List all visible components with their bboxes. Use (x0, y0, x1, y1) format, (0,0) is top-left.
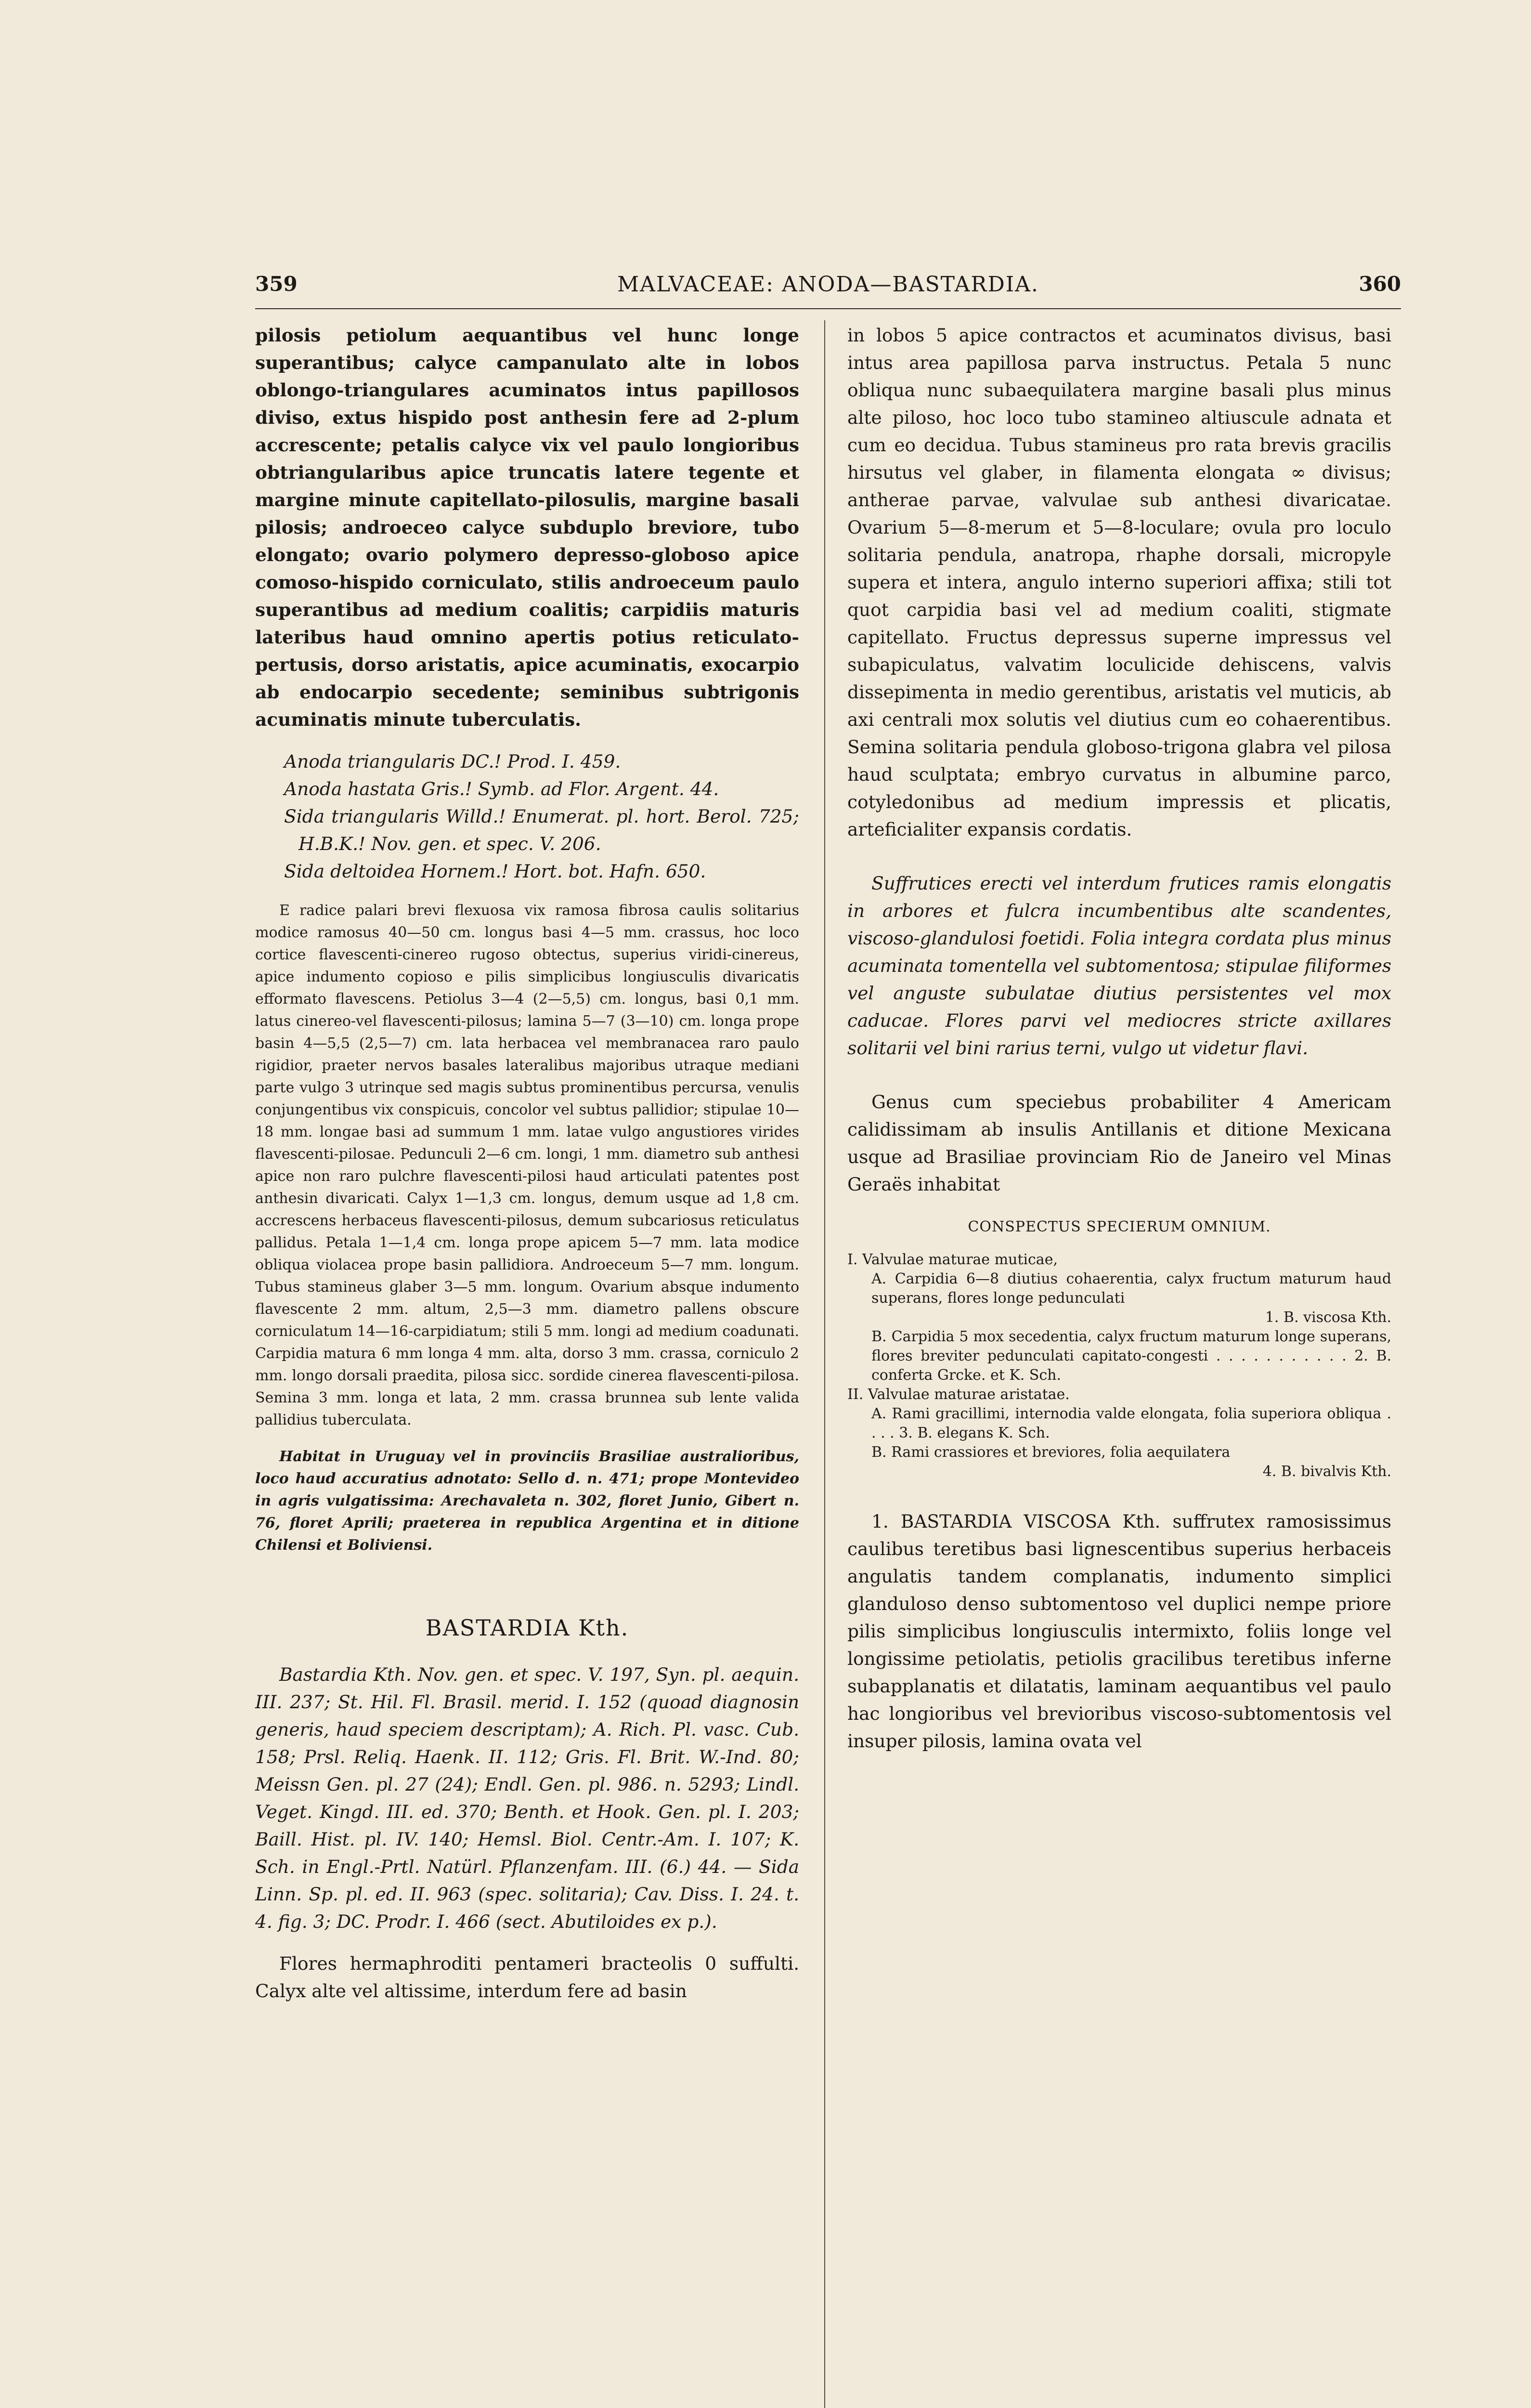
page-header (255, 272, 1401, 306)
right-column (847, 322, 1391, 1755)
synonym: Sida triangularis Willd.! Enumerat. pl. hort. Berol. 725; H.B.K.! Nov. gen. et spec. V. 206. (284, 806, 799, 854)
column-divider (824, 320, 825, 2408)
conspectus-item: II. Valvulae maturae aristatae. (847, 1386, 1070, 1403)
synonym: Anoda triangularis DC.! Prod. I. 459. (284, 751, 621, 772)
conspectus-title: CONSPECTUS SPECIERUM OMNIUM. (968, 1218, 1271, 1235)
left-column (255, 322, 799, 2005)
detailed-description: E radice palari brevi flexuosa vix ramosa fibrosa caulis solitarius modice ramosus 40—50 cm. longus basi 4—5 mm. crassus, hoc loco cortice flavescenti-cinereo rugoso obtectus, superius viridi-cinereus, apice indumento copioso e pilis simplicibus longiusculis divaricatis efformato flavescens. Petiolus 3—4 (2—5,5) cm. longus, basi 0,1 mm. latus cinereo-vel flavescenti-pilosus; lamina 5—7 (3—10) cm. longa prope basin 4—5,5 (2,5—7) cm. lata herbacea vel membranacea raro paulo rigidior, praeter nervos basales lateralibus majoribus utraque mediani parte vulgo 3 utrinque sed magis subtus prominentibus percursa, venulis conjungentibus vix conspicuis, concolor vel subtus pallidior; stipulae 10—18 mm. longae basi ad summum 1 mm. latae vulgo angustiores virides flavescenti-pilosae. Pedunculi 2—6 cm. longi, 1 mm. diametro sub anthesi apice non raro pulchre flavescenti-pilosi haud articulati patentes post anthesin divaricati. Calyx 1—1,3 cm. longus, demum usque ad 1,8 cm. accrescens herbaceus flavescenti-pilosus, demum subcariosus reticulatus pallidus. Petala 1—1,4 cm. longa prope apicem 5—7 mm. lata modice obliqua violacea prope basin pallidiora. Androeceum 5—7 mm. longum. Tubus stamineus glaber 3—5 mm. longum. Ovarium absque indumento flavescente 2 mm. altum, 2,5—3 mm. diametro pallens obscure corniculatum 14—16-carpidiatum; stili 5 mm. longi ad medium coadunati. Carpidia matura 6 mm longa 4 mm. alta, dorso 3 mm. crassa, corniculo 2 mm. longo dorsali praedita, pilosa sicc. sordide cinerea flavescenti-pilosa. Semina 3 mm. longa et lata, 2 mm. crassa brunnea sub lente valida pallidius tuberculata. (255, 902, 799, 1428)
conspectus-item: B. Carpidia 5 mox secedentia, calyx fructum maturum longe superans, flores breviter pedunculati capitato-congesti . . . . . . . . . . . 2. B. conferta Grcke. et K. Sch. (871, 1328, 1391, 1384)
synonym-list (255, 748, 799, 885)
genus-synonymy: Bastardia Kth. Nov. gen. et spec. V. 197, Syn. pl. aequin. III. 237; St. Hil. Fl. Brasil. merid. I. 152 (quoad diagnosin generis, haud speciem descriptam); A. Rich. Pl. vasc. Cub. 158; Prsl. Reliq. Haenk. II. 112; Gris. Fl. Brit. W.-Ind. 80; Meissn Gen. pl. 27 (24); Endl. Gen. pl. 986. n. 5293; Lindl. Veget. Kingd. III. ed. 370; Benth. et Hook. Gen. pl. I. 203; Baill. Hist. pl. IV. 140; Hemsl. Biol. Centr.-Am. I. 107; K. Sch. in Engl.-Prtl. Natürl. Pflanzenfam. III. (6.) 44. — Sida Linn. Sp. pl. ed. II. 963 (spec. solitaria); Cav. Diss. I. 24. t. 4. fig. 3; DC. Prodr. I. 466 (sect. Abutiloides ex p.). (255, 1664, 799, 1932)
conspectus-item: A. Carpidia 6—8 diutius cohaerentia, calyx fructum maturum haud superans, flores longe pedunculati (871, 1270, 1391, 1307)
species-description: pilosis petiolum aequantibus vel hunc longe superantibus; calyce campanulato alte in lobos oblongo-triangulares acuminatos intus papillosos diviso, extus hispido post anthesin fere ad 2-plum accrescente; petalis calyce vix vel paulo longioribus obtriangularibus apice truncatis latere tegente et margine minute capitellato-pilosulis, margine basali pilosis; androeceo calyce subduplo breviore, tubo elongato; ovario polymero depresso-globoso apice comoso-hispido corniculato, stilis androeceum paulo superantibus ad medium coalitis; carpidiis maturis lateribus haud omnino apertis potius reticulato-pertusis, dorso aristatis, apice acuminatis, exocarpio ab endocarpio secedente; seminibus subtrigonis acuminatis minute tuberculatis. (255, 325, 799, 730)
habit-description: Suffrutices erecti vel interdum frutices ramis elongatis in arbores et fulcra incumbentibus alte scandentes, viscoso-glandulosi foetidi. Folia integra cordata plus minus acuminata tomentella vel subtomentosa; stipulae filiformes vel anguste subulatae diutius persistentes vel mox caducae. Flores parvi vel mediocres stricte axillares solitarii vel bini rarius terni, vulgo ut videtur flavi. (847, 873, 1391, 1059)
genus-distribution: Genus cum speciebus probabiliter 4 Americam calidissimam ab insulis Antillanis et ditione Mexicana usque ad Brasiliae provinciam Rio de Janeiro vel Minas Geraës inhabitat (847, 1091, 1391, 1195)
running-title: MALVACEAE: ANODA—BASTARDIA. (617, 272, 1039, 297)
flores-description: Flores hermaphroditi pentameri bracteolis 0 suffulti. Calyx alte vel altissime, interdum fere ad basin (255, 1953, 799, 2002)
habitat-note: Habitat in Uruguay vel in provinciis Brasiliae australioribus, loco haud accuratius adnotato: Sello d. n. 471; prope Montevideo in agris vulgatissima: Arechavaleta n. 302, floret Junio, Gibert n. 76, floret Aprili; praeterea in republica Argentina et in ditione Chilensi et Boliviensi. (255, 1448, 799, 1554)
page-number-left: 359 (255, 272, 298, 296)
page-number-right: 360 (1359, 272, 1401, 296)
conspectus-item: B. Rami crassiores et breviores, folia aequilatera (871, 1444, 1231, 1461)
conspectus-item: A. Rami gracillimi, internodia valde elongata, folia superiora obliqua . . . . 3. B. elegans K. Sch. (871, 1405, 1391, 1441)
synonym: Anoda hastata Gris.! Symb. ad Flor. Argent. 44. (284, 778, 719, 799)
genus-heading: BASTARDIA Kth. (425, 1615, 629, 1641)
genus-description-continued: in lobos 5 apice contractos et acuminatos divisus, basi intus area papillosa parva instructus. Petala 5 nunc obliqua nunc subaequilatera margine basali plus minus alte piloso, hoc loco tubo stamineo altiuscule adnata et cum eo decidua. Tubus stamineus pro rata brevis gracilis hirsutus vel glaber, in filamenta elongata ∞ divisus; antherae parvae, valvulae sub anthesi divaricatae. Ovarium 5—8-merum et 5—8-loculare; ovula pro loculo solitaria pendula, anatropa, rhaphe dorsali, micropyle supera et intera, angulo interno superiori affixa; stili tot quot carpidia basi vel ad medium coaliti, stigmate capitellato. Fructus depressus superne impressus vel subapiculatus, valvatim loculicide dehiscens, valvis dissepimenta in medio gerentibus, aristatis vel muticis, ab axi centrali mox solutis vel diutius cum eo cohaerentibus. Semina solitaria pendula globoso-trigona glabra vel pilosa haud sculptata; embryo curvatus in albumine parco, cotyledonibus ad medium impressis et plicatis, arteficialiter expansis cordatis. (847, 325, 1391, 840)
conspectus-item: I. Valvulae maturae muticae, (847, 1251, 1058, 1268)
header-rule (255, 308, 1401, 309)
conspectus (847, 1217, 1391, 1481)
conspectus-item: 4. B. bivalvis Kth. (1262, 1463, 1391, 1480)
conspectus-item: 1. B. viscosa Kth. (1265, 1309, 1391, 1326)
species-entry: 1. BASTARDIA VISCOSA Kth. suffrutex ramosissimus caulibus teretibus basi lignescentibus superius herbaceis angulatis tandem complanatis, indumento simplici glanduloso denso subtomentoso vel duplici nempe priore pilis simplicibus longiusculis intermixto, foliis longe vel longissime petiolatis, petiolis gracilibus teretibus inferne subapplanatis et dilatatis, laminam aequantibus vel paulo hac longioribus vel brevioribus viscoso-subtomentosis vel insuper pilosis, lamina ovata vel (847, 1511, 1391, 1752)
synonym: Sida deltoidea Hornem.! Hort. bot. Hafn. 650. (284, 861, 706, 882)
